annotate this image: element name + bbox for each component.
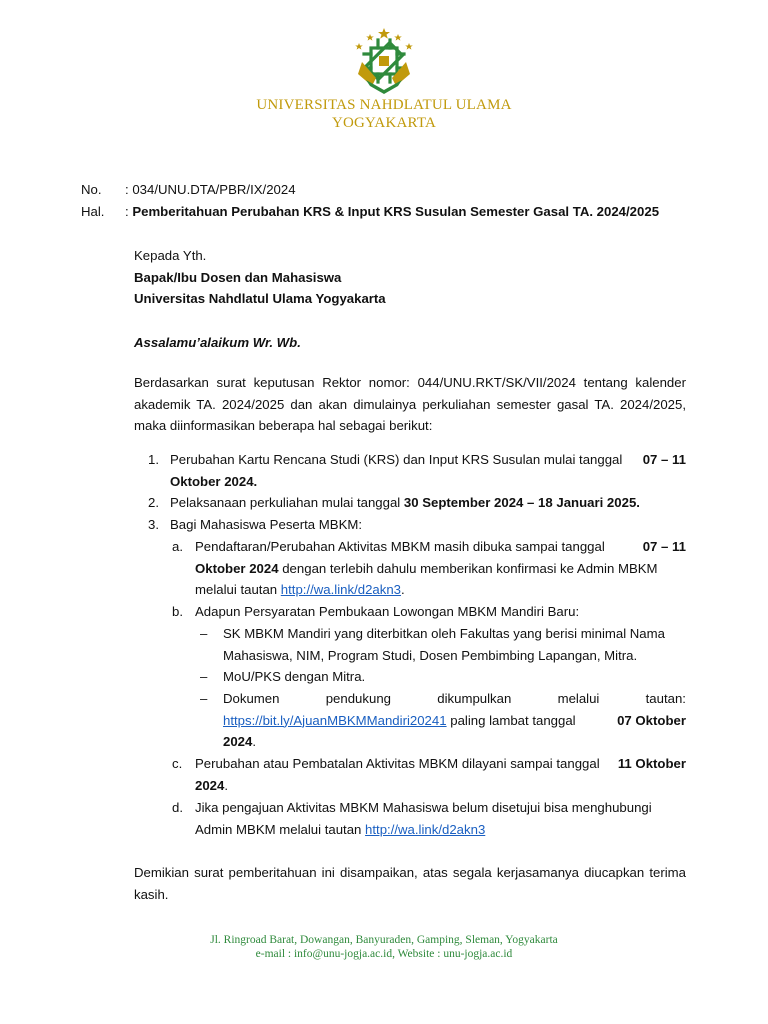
sub-item: [195, 601, 686, 623]
whatsapp-link[interactable]: http://wa.link/d2akn3: [280, 582, 402, 597]
bullet-item: [223, 666, 686, 688]
letter-number-label: No.: [81, 182, 102, 197]
list-item: [170, 492, 686, 514]
item-date: Oktober 2024.: [170, 473, 258, 489]
closing-paragraph: Demikian surat pemberitahuan ini disampaikan, atas segala kerjasamanya diucapkan terima kasih.: [134, 865, 686, 902]
item-text: Bagi Mahasiswa Peserta MBKM:: [170, 517, 363, 532]
bitly-link[interactable]: https://bit.ly/AjuanMBKMMandiri20241: [223, 712, 447, 728]
sub-item-date: 07 – 11: [642, 539, 686, 554]
letter-subject-value: Pemberitahuan Perubahan KRS & Input KRS Susulan Semester Gasal TA. 2024/2025: [132, 204, 660, 219]
sub-item-date: Oktober 2024: [195, 560, 279, 576]
bullet-item: [223, 688, 686, 753]
letter-number-value: : 034/UNU.DTA/PBR/IX/2024: [125, 182, 296, 197]
item-text: Perubahan Kartu Rencana Studi (KRS) dan Input KRS Susulan mulai tanggal: [170, 452, 623, 467]
sub-item-text: dengan terlebih dahulu memberikan konfirmasi ke Admin MBKM: [278, 560, 658, 576]
bullet-text: SK MBKM Mandiri yang diterbitkan oleh Fakultas yang berisi minimal Nama: [223, 626, 665, 641]
bullet-word: tautan:: [645, 691, 686, 706]
bullet-date: 2024: [223, 734, 253, 749]
letter-subject-colon: :: [125, 204, 133, 219]
sub-item-text: Adapun Persyaratan Pembukaan Lowongan MBKM Mandiri Baru:: [195, 604, 580, 619]
greeting: Assalamu’alaikum Wr. Wb.: [134, 335, 301, 350]
whatsapp-link[interactable]: http://wa.link/d2akn3: [365, 821, 486, 837]
bullet-text: .: [252, 734, 257, 749]
list-item: [170, 514, 686, 536]
sub-item-marker: b.: [172, 604, 183, 619]
bullet-word: melalui: [557, 691, 600, 706]
item-number: 1.: [148, 452, 159, 467]
sub-item-text: .: [224, 777, 229, 793]
item-date: 07 – 11: [642, 452, 686, 467]
footer-contact: e-mail : info@unu-jogja.ac.id, Website : unu-jogja.ac.id: [255, 948, 513, 960]
bullet-word: pendukung: [325, 691, 391, 706]
item-date: 30 September 2024 – 18 Januari 2025.: [403, 495, 640, 510]
sub-item: [195, 536, 686, 601]
sub-item: [195, 753, 686, 796]
recipient-block: [134, 245, 686, 310]
bullet-text: Mahasiswa, NIM, Program Studi, Dosen Pembimbing Lapangan, Mitra.: [223, 647, 638, 663]
university-logo-icon: [346, 26, 422, 96]
bullet-word: dikumpulkan: [437, 691, 512, 706]
bullet-item: [223, 623, 686, 666]
sub-item-marker: c.: [172, 756, 183, 771]
sub-item-text: Perubahan atau Pembatalan Aktivitas MBKM dilayani sampai tanggal: [195, 756, 600, 771]
bullet-date: 07 Oktober: [617, 712, 686, 728]
letter-subject-row: [81, 202, 659, 222]
item-number: 3.: [148, 517, 159, 532]
recipient-institution: Universitas Nahdlatul Ulama Yogyakarta: [134, 291, 386, 306]
recipient-salutation: Kepada Yth.: [134, 248, 207, 263]
sub-item-text: .: [401, 582, 405, 597]
item-number: 2.: [148, 495, 159, 510]
university-name-line2: YOGYAKARTA: [331, 115, 437, 131]
sub-item-text: melalui tautan: [195, 582, 281, 597]
sub-item-text: Admin MBKM melalui tautan: [195, 821, 366, 837]
letter-subject-label: Hal.: [81, 204, 105, 219]
bullet-text: MoU/PKS dengan Mitra.: [223, 669, 366, 684]
sub-item-marker: a.: [172, 539, 183, 554]
sub-item-text: Jika pengajuan Aktivitas MBKM Mahasiswa belum disetujui bisa menghubungi: [195, 800, 652, 815]
letter-number-row: [81, 180, 296, 200]
intro-paragraph: Berdasarkan surat keputusan Rektor nomor: 044/UNU.RKT/SK/VII/2024 tentang kalender akademik TA. 2024/2025 dan akan dimulainya perkuliahan semester gasal TA. 2024/2025, maka diinformasikan beberapa hal sebagai berikut:: [134, 375, 686, 433]
bullet-word: Dokumen: [223, 691, 280, 706]
sub-item-text: Pendaftaran/Perubahan Aktivitas MBKM masih dibuka sampai tanggal: [195, 539, 605, 554]
bullet-dash: –: [200, 691, 208, 706]
bullet-dash: –: [200, 669, 208, 684]
sub-item-date: 11 Oktober: [617, 756, 686, 771]
bullet-text: paling lambat tanggal: [446, 712, 576, 728]
bullet-dash: –: [200, 626, 208, 641]
sub-item-marker: d.: [172, 800, 183, 815]
sub-item: [195, 797, 686, 840]
list-item: [170, 449, 686, 492]
university-name-line1: UNIVERSITAS NAHDLATUL ULAMA: [256, 97, 512, 113]
footer-address: Jl. Ringroad Barat, Dowangan, Banyuraden, Gamping, Sleman, Yogyakarta: [210, 934, 558, 946]
item-text: Pelaksanaan perkuliahan mulai tanggal: [170, 495, 404, 510]
sub-item-date: 2024: [195, 777, 225, 793]
recipient-name: Bapak/Ibu Dosen dan Mahasiswa: [134, 269, 342, 285]
